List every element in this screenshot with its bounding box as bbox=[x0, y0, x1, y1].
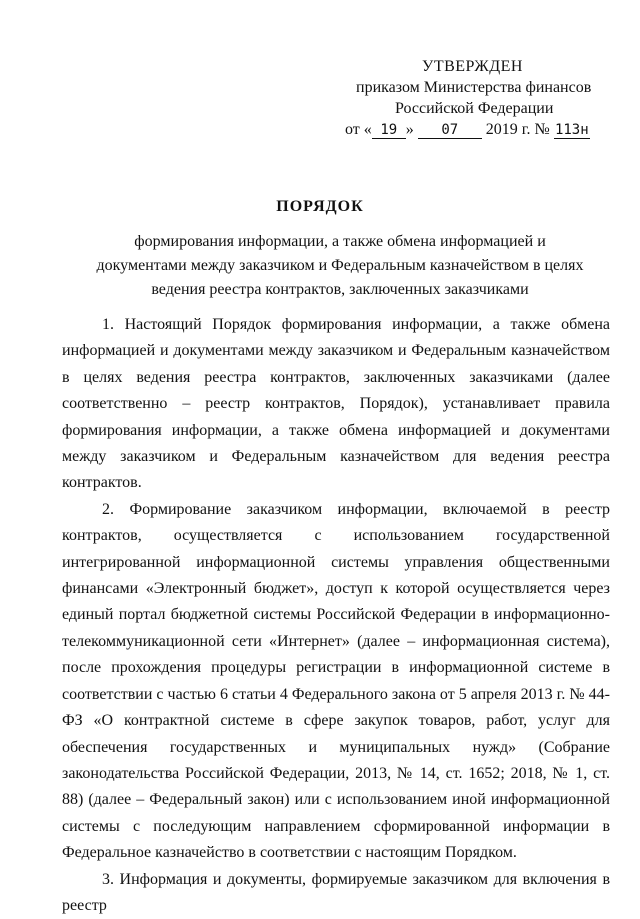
handwritten-order-number: 113н bbox=[554, 122, 589, 138]
paragraph-1: 1. Настоящий Порядок формирования информации, а также обмена информацией и документами между заказчиком и Федеральным казначейством в целях ведения реестра контрактов, заключенных заказчиками (далее соответственно – реестр контрактов, Порядок), устанавливает правила формирования информации, а также обмена информацией и документами между заказчиком и Федеральным казначейством для ведения реестра контрактов. bbox=[62, 316, 610, 492]
date-quote-close: » bbox=[405, 121, 414, 138]
document-subtitle: формирования информации, а также обмена информацией и документами между заказчиком и Федеральным казначейством в целях ведения реестра контрактов, заключенных заказчиками bbox=[96, 233, 584, 298]
approval-date-line bbox=[345, 119, 610, 140]
handwritten-month: 07 bbox=[418, 122, 482, 139]
document-body bbox=[62, 312, 610, 919]
date-prefix: от « bbox=[345, 121, 372, 138]
approval-heading: УТВЕРЖДЕН bbox=[422, 58, 523, 75]
approval-block bbox=[340, 56, 610, 140]
handwritten-day: 19 bbox=[372, 122, 406, 139]
approval-country-line: Российской Федерации bbox=[395, 100, 554, 117]
paragraph-2: 2. Формирование заказчиком информации, включаемой в реестр контрактов, осуществляется с использованием государственной интегрированной информационной системы управления общественными финансами «Электронный бюджет», доступ к которой осуществляется через единый портал бюджетной системы Российской Федерации в информационно-телекоммуникационной сети «Интернет» (далее – информационная система), после прохождения процедуры регистрации в информационной системе в соответствии с частью 6 статьи 4 Федерального закона от 5 апреля 2013 г. № 44-ФЗ «О контрактной системе в сфере закупок товаров, работ, услуг для обеспечения государственных и муниципальных нужд» (Собрание законодательства Российской Федерации, 2013, № 14, ст. 1652; 2018, № 1, ст. 88) (далее – Федеральный закон) или с использованием иной информационной системы с последующим направлением сформированной информации в Федеральное казначейство в соответствии с настоящим Порядком. bbox=[62, 500, 610, 862]
paragraph-3: 3. Информация и документы, формируемые заказчиком для включения в реестр bbox=[62, 870, 610, 914]
approval-order-line: приказом Министерства финансов bbox=[356, 79, 592, 96]
year-text: 2019 г. № bbox=[485, 121, 550, 138]
document-title: ПОРЯДОК bbox=[276, 198, 364, 215]
